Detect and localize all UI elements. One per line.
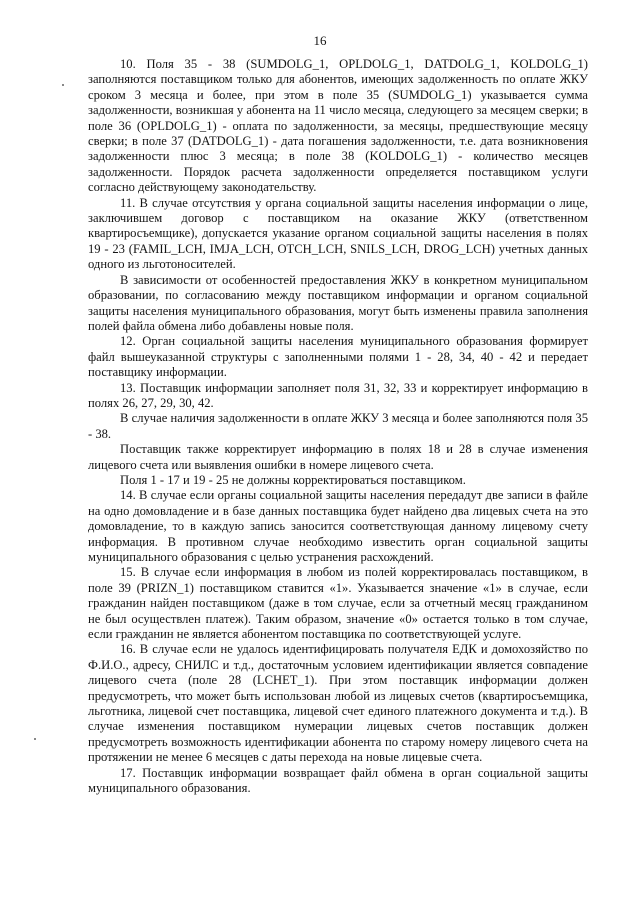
paragraph-15: 15. В случае если информация в любом из полей корректировалась поставщиком, в поле 39 (PRIZN_1) поставщиком ставится «1». Указывается значение «1» в случае, если гражданин найден поставщиком (даже в том случае, если за отчетный месяц гражданином не был осуществлен платеж). Таким образом, значение «0» остается только в том случае, если гражданин не является абонентом поставщика по соответствующей услуге. <box>88 565 588 642</box>
paragraph-10: 10. Поля 35 - 38 (SUMDOLG_1, OPLDOLG_1, DATDOLG_1, KOLDOLG_1) заполняются поставщиком только для абонентов, имеющих задолженность по оплате ЖКУ сроком 3 месяца и более, при этом в поле 35 (SUMDOLG_1) указывается сумма задолженности, возникшая у абонента на 11 число месяца, следующего за месяцем сверки; в поле 36 (OPLDOLG_1) - оплата по задолженности, за месяцы, предшествующие месяцу сверки; в поле 37 (DATDOLG_1) - дата погашения задолженности, т.е. дата возникновения задолженности плюс 3 месяца; в поле 38 (KOLDOLG_1) - количество месяцев задолженности. Порядок расчета задолженности определяется поставщиком услуги согласно действующему законодательству. <box>88 57 588 195</box>
scan-speck <box>62 84 64 86</box>
paragraph-16: 16. В случае если не удалось идентифицировать получателя ЕДК и домохозяйство по Ф.И.О., адресу, СНИЛС и т.д., достаточным условием идентификации является совпадение лицевого счета (поле 28 (LCHET_1). При этом поставщик информации должен предусмотреть, что может быть использован любой из лицевых счетов (квартиросъемщика, льготника, лицевой счет поставщика, лицевой счет единого платежного документа и т.д.). В случае изменения поставщиком нумерации лицевых счетов поставщик должен предусмотреть возможность идентификации абонента по старому номеру лицевого счета на протяжении не менее 6 месяцев с даты перехода на новые лицевые счета. <box>88 642 588 765</box>
paragraph-11: 11. В случае отсутствия у органа социальной защиты населения информации о лице, заключившем договор с поставщиком на оказание ЖКУ (ответственном квартиросъемщике), допускается указание органом социальной защиты населения в полях 19 - 23 (FAMIL_LCH, IMJA_LCH, OTCH_LCH, SNILS_LCH, DROG_LCH) учетных данных одного из льготоносителей. <box>88 195 588 272</box>
paragraph-11-continuation: В зависимости от особенностей предоставления ЖКУ в конкретном муниципальном образовании, по согласованию между поставщиком информации и органом социальной защиты населения муниципального образования, могут быть изменены правила заполнения полей файла обмена либо добавлены новые поля. <box>88 272 588 333</box>
paragraph-17: 17. Поставщик информации возвращает файл обмена в орган социальной защиты муниципального образования. <box>88 765 588 796</box>
paragraph-13: 13. Поставщик информации заполняет поля 31, 32, 33 и корректирует информацию в полях 26, 27, 29, 30, 42. <box>88 380 588 410</box>
page-number: 16 <box>313 33 327 48</box>
paragraph-13-debt: В случае наличия задолженности в оплате ЖКУ 3 месяца и более заполняются поля 35 - 38. <box>88 411 588 441</box>
paragraph-12: 12. Орган социальной защиты населения муниципального образования формирует файл вышеуказанной структуры с заполненными полями 1 - 28, 34, 40 - 42 и передает поставщику информации. <box>88 334 588 380</box>
paragraph-13-restriction: Поля 1 - 17 и 19 - 25 не должны корректироваться поставщиком. <box>120 472 466 487</box>
paragraph-13-correction: Поставщик также корректирует информацию в полях 18 и 28 в случае изменения лицевого счета или выявления ошибки в номере лицевого счета. <box>88 442 588 472</box>
scan-speck <box>34 738 36 740</box>
document-body <box>88 57 588 797</box>
paragraph-14: 14. В случае если органы социальной защиты населения передадут две записи в файле на одно домовладение и в базе данных поставщика будет найдено два лицевых счета на это домовладение, то в каждую запись заносится соответствующая данному лицевому счету информация. В противном случае необходимо известить орган социальной защиты муниципального образования с целью устранения расхождений. <box>88 488 588 564</box>
